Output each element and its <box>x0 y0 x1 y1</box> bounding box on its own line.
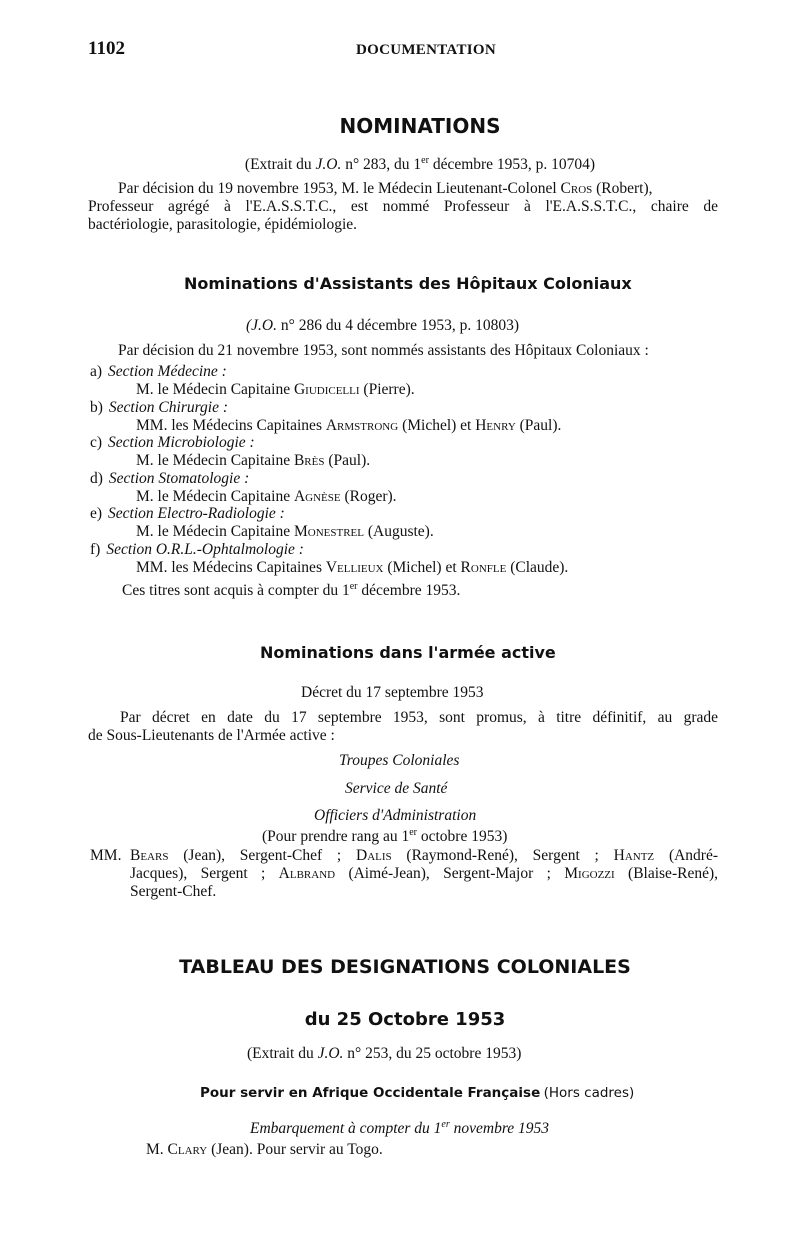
item-letter: a) <box>90 363 103 380</box>
person-firstname: (Roger). <box>344 487 397 505</box>
person-name: Agnèse <box>293 487 341 505</box>
item-letter: c) <box>90 434 103 451</box>
tableau-serve <box>200 1085 634 1101</box>
person-name: Vellieux <box>325 558 384 576</box>
person-name: Armstrong <box>325 416 399 434</box>
assistants-intro: Par décision du 21 novembre 1953, sont nommés assistants des Hôpitaux Coloniaux : <box>118 342 649 359</box>
list-text: (Aimé-Jean), Sergent-Major ; <box>335 865 565 882</box>
assistants-item-names <box>136 417 561 435</box>
person-name: Migozzi <box>564 865 615 882</box>
armee-list-line: Sergent-Chef. <box>130 883 217 900</box>
person-name: Albrand <box>278 865 336 882</box>
superscript: er <box>441 1118 450 1130</box>
tableau-entry <box>146 1141 383 1159</box>
item-pre: M. le Médecin Capitaine <box>136 487 291 505</box>
person-name: Dalis <box>356 847 392 864</box>
person-name: Cros <box>560 180 593 197</box>
person-firstname: (Auguste). <box>367 523 434 540</box>
person-firstname: (Paul). <box>519 416 562 434</box>
armee-subheading: Service de Santé <box>345 780 448 797</box>
embark-text: Embarquement à compter du 1 <box>250 1120 442 1137</box>
person-name: Brès <box>293 452 325 469</box>
person-name: Henry <box>475 416 516 434</box>
journal-abbrev: J.O. <box>317 1045 344 1062</box>
tableau-embark <box>250 1120 549 1138</box>
item-letter: d) <box>90 469 103 487</box>
armee-para-line: de Sous-Lieutenants de l'Armée active : <box>88 727 335 744</box>
assistants-item-names <box>136 559 568 577</box>
person-firstname: (Pierre). <box>363 381 415 398</box>
list-text: Jacques), Sergent ; <box>130 865 279 882</box>
assistants-item-names <box>136 452 370 470</box>
person-name: Hantz <box>613 847 655 864</box>
closing-text: Ces titres sont acquis à compter du 1 <box>122 582 350 599</box>
superscript: er <box>349 580 358 592</box>
section-title-assistants: Nominations d'Assistants des Hôpitaux Coloniaux <box>184 274 632 293</box>
person-name: Bears <box>130 847 169 864</box>
tableau-extract <box>247 1045 521 1063</box>
list-text: (Jean), Sergent-Chef ; <box>168 847 356 864</box>
armee-list-line <box>130 865 718 883</box>
superscript: er <box>421 154 429 166</box>
list-text: (Raymond-René), Sergent ; <box>391 847 614 864</box>
item-letter: e) <box>90 505 103 522</box>
armee-mm: MM. <box>90 847 122 864</box>
para-text: (Robert), <box>596 180 653 197</box>
person-firstname: (Michel) et <box>402 416 472 434</box>
person-firstname: (Claude). <box>510 558 569 576</box>
item-pre: MM. les Médecins Capitaines <box>136 558 322 576</box>
item-pre: M. le Médecin Capitaine <box>136 381 291 398</box>
item-section: Section Electro-Radiologie : <box>108 505 285 522</box>
person-name: Clary <box>167 1141 208 1158</box>
armee-subheading: Officiers d'Administration <box>314 807 477 824</box>
assistants-item-heading <box>90 434 255 452</box>
armee-rang <box>262 828 507 846</box>
armee-para-line: Par décret en date du 17 septembre 1953, sont promus, à titre définitif, au grade <box>120 709 718 726</box>
running-title: DOCUMENTATION <box>355 42 496 58</box>
embark-text: novembre 1953 <box>453 1120 550 1137</box>
serve-bold: Pour servir en Afrique Occidentale Française <box>200 1085 541 1101</box>
entry-text: M. <box>146 1141 164 1158</box>
section-title-nominations: NOMINATIONS <box>339 114 501 138</box>
assistants-closing <box>122 582 460 600</box>
assistants-item-names <box>136 488 397 506</box>
rang-text: octobre 1953) <box>420 828 508 845</box>
assistants-item-heading <box>90 541 304 559</box>
ref-text: n° 286 du 4 décembre 1953, p. 10803) <box>280 317 520 334</box>
closing-text: décembre 1953. <box>361 582 461 599</box>
para-text: Par décision du 19 novembre 1953, M. le Médecin Lieutenant-Colonel <box>118 180 557 197</box>
entry-text: (Jean). Pour servir au Togo. <box>211 1141 383 1158</box>
assistants-item-heading <box>90 363 227 381</box>
serve-normal: (Hors cadres) <box>543 1085 635 1101</box>
nominations-para-line: Professeur agrégé à l'E.A.S.S.T.C., est nommé Professeur à l'E.A.S.S.T.C., chaire de <box>88 198 718 215</box>
extract-text: n° 283, du 1 <box>345 156 422 173</box>
armee-list-line <box>130 847 718 865</box>
person-name: Giudicelli <box>293 381 360 398</box>
assistants-ref <box>246 317 519 335</box>
assistants-item-heading <box>90 399 228 417</box>
person-name: Ronfle <box>460 558 507 576</box>
assistants-item-names <box>136 523 434 541</box>
person-firstname: (Paul). <box>328 452 371 469</box>
item-pre: M. le Médecin Capitaine <box>136 523 291 540</box>
nominations-para-line: bactériologie, parasitologie, épidémiologie. <box>88 216 358 233</box>
armee-decree: Décret du 17 septembre 1953 <box>301 684 484 701</box>
item-pre: MM. les Médecins Capitaines <box>136 416 322 434</box>
rang-text: (Pour prendre rang au 1 <box>262 828 410 845</box>
item-letter: f) <box>90 540 101 558</box>
section-title-armee: Nominations dans l'armée active <box>260 643 556 662</box>
person-name: Monestrel <box>293 523 364 540</box>
extract-text: (Extrait du <box>247 1045 314 1062</box>
item-section: Section Microbiologie : <box>108 434 255 451</box>
assistants-item-heading <box>90 505 285 523</box>
nominations-para-line <box>118 180 653 198</box>
item-section: Section Stomatologie : <box>108 469 250 487</box>
list-text: (André- <box>654 847 718 864</box>
extract-text: décembre 1953, p. 10704) <box>432 156 596 173</box>
nominations-extract <box>0 156 800 174</box>
armee-subheading: Troupes Coloniales <box>339 752 460 769</box>
item-section: Section Médecine : <box>108 363 227 380</box>
journal-abbrev: J.O. <box>315 156 342 173</box>
page-number: 1102 <box>88 38 125 59</box>
superscript: er <box>409 826 417 838</box>
item-letter: b) <box>90 398 103 416</box>
extract-text: n° 253, du 25 octobre 1953) <box>347 1045 522 1062</box>
tableau-date: du 25 Octobre 1953 <box>304 1009 506 1030</box>
item-pre: M. le Médecin Capitaine <box>136 452 291 469</box>
person-firstname: (Michel) et <box>387 558 457 576</box>
journal-abbrev: (J.O. <box>246 317 277 334</box>
item-section: Section Chirurgie : <box>108 398 229 416</box>
item-section: Section O.R.L.-Ophtalmologie : <box>106 540 304 558</box>
list-text: (Blaise-René), <box>614 865 718 882</box>
assistants-item-heading <box>90 470 249 488</box>
assistants-item-names <box>136 381 415 399</box>
extract-text: (Extrait du <box>244 156 312 173</box>
section-title-tableau: TABLEAU DES DESIGNATIONS COLONIALES <box>179 956 631 978</box>
